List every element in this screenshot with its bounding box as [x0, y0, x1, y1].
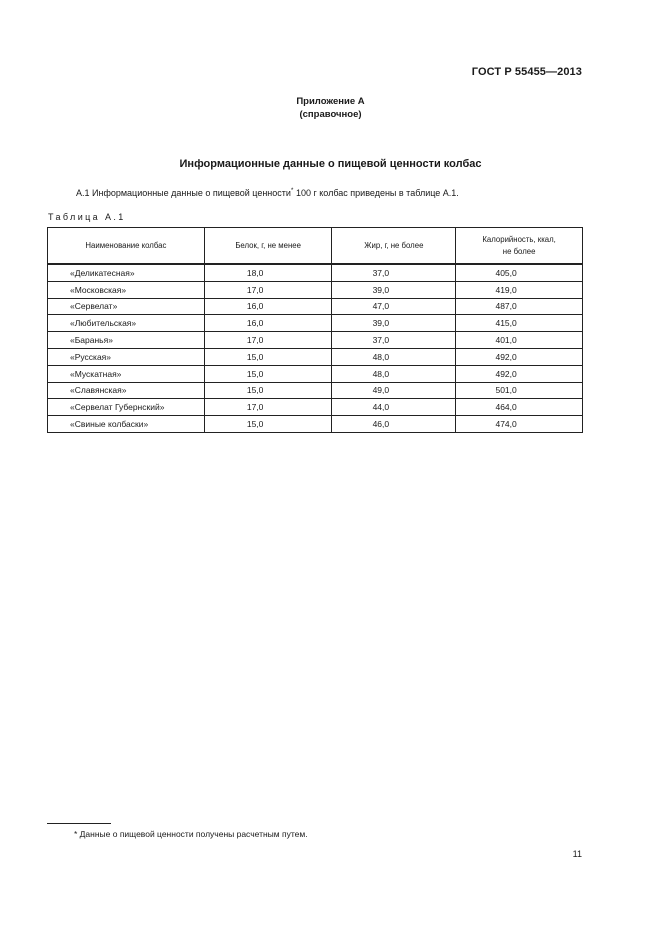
table-row	[48, 365, 583, 382]
cell-protein: 17,0	[204, 281, 332, 298]
cell-protein: 17,0	[204, 399, 332, 416]
cell-name: «Мускатная»	[48, 365, 205, 382]
table-row	[48, 315, 583, 332]
footnote-mark: *	[290, 187, 294, 194]
cell-name: «Русская»	[48, 348, 205, 365]
cell-protein: 16,0	[204, 298, 332, 315]
cell-fat: 39,0	[332, 281, 456, 298]
cell-calories: 492,0	[456, 365, 583, 382]
cell-fat: 49,0	[332, 382, 456, 399]
cell-name: «Сервелат»	[48, 298, 205, 315]
intro-text-before: А.1 Информационные данные о пищевой ценности	[76, 188, 291, 198]
cell-fat: 46,0	[332, 416, 456, 433]
cell-name: «Свиные колбаски»	[48, 416, 205, 433]
section-title: Информационные данные о пищевой ценности колбас	[179, 158, 482, 170]
header-fat: Жир, г, не более	[332, 228, 456, 265]
cell-protein: 18,0	[204, 264, 332, 281]
table-row	[48, 348, 583, 365]
table-row	[48, 281, 583, 298]
cell-calories: 474,0	[456, 416, 583, 433]
document-code: ГОСТ Р 55455—2013	[471, 66, 582, 78]
header-calories-line2: не более	[502, 246, 536, 256]
intro-paragraph	[76, 187, 459, 198]
cell-fat: 39,0	[332, 315, 456, 332]
footnote-divider	[47, 823, 111, 824]
cell-fat: 48,0	[332, 348, 456, 365]
cell-fat: 37,0	[332, 264, 456, 281]
cell-calories: 487,0	[456, 298, 583, 315]
table-caption: Таблица А.1	[48, 212, 126, 222]
table-row	[48, 416, 583, 433]
cell-fat: 44,0	[332, 399, 456, 416]
cell-calories: 464,0	[456, 399, 583, 416]
cell-name: «Московская»	[48, 281, 205, 298]
table-row	[48, 399, 583, 416]
cell-name: «Любительская»	[48, 315, 205, 332]
cell-calories: 415,0	[456, 315, 583, 332]
appendix-subtitle: (справочное)	[299, 109, 362, 120]
cell-name: «Сервелат Губернский»	[48, 399, 205, 416]
cell-protein: 17,0	[204, 332, 332, 349]
cell-calories: 492,0	[456, 348, 583, 365]
table-row	[48, 264, 583, 281]
page-number: 11	[572, 849, 582, 859]
cell-calories: 401,0	[456, 332, 583, 349]
cell-calories: 419,0	[456, 281, 583, 298]
cell-calories: 405,0	[456, 264, 583, 281]
cell-protein: 15,0	[204, 348, 332, 365]
cell-protein: 15,0	[204, 416, 332, 433]
cell-protein: 15,0	[204, 365, 332, 382]
table-row	[48, 382, 583, 399]
cell-name: «Баранья»	[48, 332, 205, 349]
cell-protein: 16,0	[204, 315, 332, 332]
cell-fat: 37,0	[332, 332, 456, 349]
cell-calories: 501,0	[456, 382, 583, 399]
cell-protein: 15,0	[204, 382, 332, 399]
cell-name: «Славянская»	[48, 382, 205, 399]
header-calories-line1: Калорийность, ккал,	[482, 234, 556, 244]
header-protein: Белок, г, не менее	[204, 228, 332, 265]
table-row	[48, 332, 583, 349]
header-name: Наименование колбас	[48, 228, 205, 265]
cell-name: «Деликатесная»	[48, 264, 205, 281]
nutrition-table	[47, 227, 583, 433]
table-header-row	[48, 228, 583, 265]
appendix-title: Приложение А	[296, 96, 365, 107]
intro-text-after: 100 г колбас приведены в таблице А.1.	[293, 188, 459, 198]
cell-fat: 47,0	[332, 298, 456, 315]
footnote: * Данные о пищевой ценности получены расчетным путем.	[74, 829, 308, 839]
cell-fat: 48,0	[332, 365, 456, 382]
table-row	[48, 298, 583, 315]
header-calories	[456, 228, 583, 265]
